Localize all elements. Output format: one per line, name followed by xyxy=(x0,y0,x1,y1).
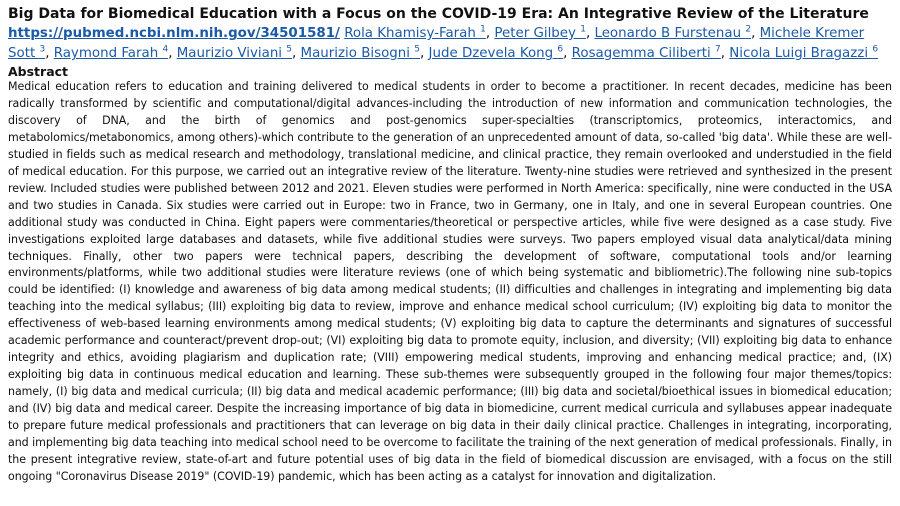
pubmed-link[interactable]: https://pubmed.ncbi.nlm.nih.gov/34501581/ xyxy=(8,26,340,41)
author-affiliation-number: 3 xyxy=(39,44,46,55)
author-link[interactable]: Jude Dzevela Kong $^6$ xyxy=(428,44,564,61)
author-link[interactable]: Michele Kremer Sott $^3$ xyxy=(8,26,865,61)
article-title: Big Data for Biomedical Education with a Focus on the COVID-19 Era: An Integrative Review of the Literature xyxy=(8,6,869,22)
author-link[interactable]: Leonardo B Furstenau $^2$ xyxy=(594,24,752,41)
author-affiliation-number: 2 xyxy=(745,24,752,35)
link-and-authors xyxy=(8,24,892,64)
author-link[interactable]: Maurizio Viviani $^5$ xyxy=(176,44,293,61)
author-affiliation-number: 6 xyxy=(872,44,879,55)
author-affiliation-number: 1 xyxy=(580,24,586,35)
author-affiliation-number: 1 xyxy=(480,24,486,35)
author-link[interactable]: Rosagemma Ciliberti $^7$ xyxy=(571,44,721,61)
author-affiliation-number: 5 xyxy=(414,44,420,55)
abstract-heading: Abstract xyxy=(8,64,69,79)
author-list: Rola Khamisy-Farah $^1$, Peter Gilbey $^1$, Leonardo B Furstenau $^2$, Michele Kremer Sott $^3$, Raymond Farah $^4$, Maurizio Viviani $^5$, Maurizio Bisogni $^5$, Jude Dzevela Kong $^6$, Rosagemma Ciliberti $^7$, Nicola Luigi Bragazzi $^6$ xyxy=(8,24,879,61)
author-link[interactable]: Rola Khamisy-Farah $^1$ xyxy=(344,24,486,41)
author-link[interactable]: Maurizio Bisogni $^5$ xyxy=(300,44,420,61)
author-link[interactable]: Nicola Luigi Bragazzi $^6$ xyxy=(729,44,879,61)
author-affiliation-number: 5 xyxy=(286,44,293,55)
abstract-text: Medical education refers to education and training delivered to medical students in order to become a practitioner. In recent decades, medicine has been radically transformed by scientific and computational/digital advances-including the introduction of new information and communication technologies, the discovery of DNA, and the birth of genomics and post-genomics super-specialties (transcriptomics, proteomics, interactomics, and metabolomics/metabonomics, among others)-which contribute to the generation of an unprecedented amount of data, so-called 'big data'. While these are well-studied in fields such as medical research and methodology, translational medicine, and clinical practice, they remain overlooked and understudied in the field of medical education. For this purpose, we carried out an integrative review of the literature. Twenty-nine studies were retrieved and synthesized in the present review. Included studies were published between 2012 and 2021. Eleven studies were performed in North America: specifically, nine were conducted in the USA and two studies in Canada. Six studies were carried out in Europe: two in France, two in Germany, one in Italy, and one in several European countries. One additional study was conducted in China. Eight papers were commentaries/theoretical or perspective articles, while five were designed as a case study. Five investigations exploited large databases and datasets, while five additional studies were surveys. Two papers employed visual data analytical/data mining techniques. Finally, other two papers were technical papers, describing the development of software, computational tools and/or learning environments/platforms, while two additional studies were literature reviews (one of which being systematic and bibliometric).The following nine sub-topics could be identified: (I) knowledge and awareness of big data among medical students; (II) difficulties and challenges in integrating and implementing big data teaching into the medical syllabus; (III) exploiting big data to review, improve and enhance medical school curriculum; (IV) exploiting big data to monitor the effectiveness of web-based learning environments among medical students; (V) exploiting big data to capture the determinants and signatures of successful academic performance and counteract/prevent drop-out; (VI) exploiting big data to promote equity, inclusion, and diversity; (VII) exploiting big data to enhance integrity and ethics, avoiding plagiarism and duplication rate; (VIII) empowering medical students, improving and enhancing medical practice; and, (IX) exploiting big data in continuous medical education and learning. These sub-themes were subsequently grouped in the following four major themes/topics: namely, (I) big data and medical curricula; (II) big data and medical academic performance; (III) big data and societal/bioethical issues in biomedical education; and (IV) big data and medical career. Despite the increasing importance of big data in biomedicine, current medical curricula and syllabuses appear inadequate to prepare future medical professionals and practitioners that can leverage on big data in their daily clinical practice. Challenges in integrating, incorporating, and implementing big data teaching into medical school need to be overcome to facilitate the training of the next generation of medical professionals. Finally, in the present integrative review, state-of-art and future potential uses of big data in the field of biomedical discussion are envisaged, with a focus on the still ongoing "Coronavirus Disease 2019" (COVID-19) pandemic, which has been acting as a catalyst for innovation and digitalization. xyxy=(8,80,892,483)
author-link[interactable]: Raymond Farah $^4$ xyxy=(53,44,169,61)
author-link[interactable]: Peter Gilbey $^1$ xyxy=(494,24,586,41)
author-affiliation-number: 6 xyxy=(557,44,564,55)
author-affiliation-number: 7 xyxy=(715,44,721,55)
author-affiliation-number: 4 xyxy=(162,44,169,55)
